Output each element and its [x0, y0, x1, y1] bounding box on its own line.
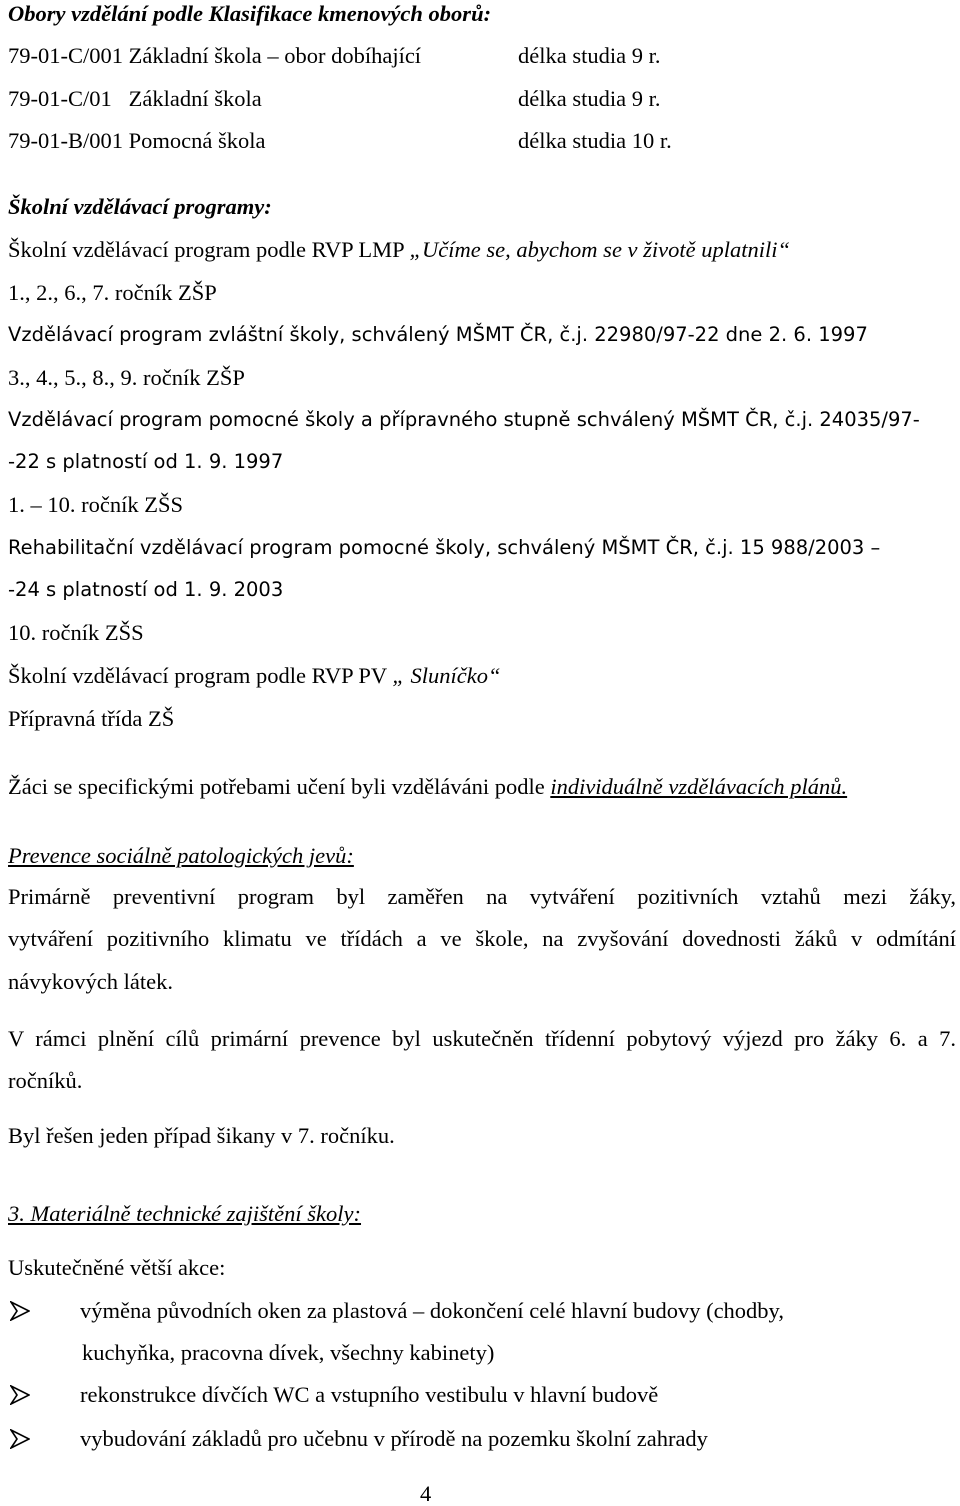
- program-1: [8, 239, 790, 262]
- arrowhead-bullet-icon: [10, 1429, 30, 1449]
- program-2-text: Vzdělávací program zvláštní školy, schválený MŠMT ČR, č.j. 22980/97-22 dne 2. 6. 1997: [8, 323, 868, 346]
- programy-heading: Školní vzdělávací programy:: [8, 194, 272, 219]
- program-5-title: „ Sluníčko“: [392, 663, 501, 688]
- material-intro: Uskutečněné větší akce:: [8, 1255, 226, 1280]
- obory-length: délka studia 9 r.: [518, 86, 661, 111]
- prevence-para2-last: ročníků.: [8, 1068, 83, 1093]
- obory-length: délka studia 10 r.: [518, 128, 672, 153]
- obory-code: 79-01-B/001 Pomocná škola: [8, 128, 266, 153]
- prevence-para1-line: vytváření pozitivního klimatu ve třídách a ve škole, na zvyšování dovednosti žáků v odmítání: [8, 926, 956, 951]
- program-5: [8, 665, 501, 688]
- program-3-line2: -22 s platností od 1. 9. 1997: [8, 450, 284, 473]
- arrowhead-bullet-icon: [10, 1385, 30, 1405]
- program-5-class: Přípravná třída ZŠ: [8, 706, 175, 731]
- material-item: vybudování základů pro učebnu v přírodě na pozemku školní zahrady: [80, 1426, 708, 1451]
- prevence-heading: Prevence sociálně patologických jevů:: [8, 843, 354, 868]
- iep-prefix: Žáci se specifickými potřebami učení byli vzděláváni podle: [8, 774, 551, 799]
- prevence-para1-line: Primárně preventivní program byl zaměřen na vytváření pozitivních vztahů mezi žáky,: [8, 884, 956, 909]
- iep-title: individuálně vzdělávacích plánů.: [550, 774, 848, 799]
- obory-length: délka studia 9 r.: [518, 43, 661, 68]
- iep-line: [8, 776, 847, 799]
- program-1-grades: 1., 2., 6., 7. ročník ZŠP: [8, 280, 217, 305]
- material-item: rekonstrukce dívčích WC a vstupního vestibulu v hlavní budově: [80, 1382, 659, 1407]
- program-4-line1: Rehabilitační vzdělávací program pomocné školy, schválený MŠMT ČR, č.j. 15 988/2003 –: [8, 536, 881, 559]
- program-3-line1: Vzdělávací program pomocné školy a přípravného stupně schválený MŠMT ČR, č.j. 24035/97-: [8, 408, 920, 431]
- material-heading: 3. Materiálně technické zajištění školy:: [8, 1201, 362, 1226]
- prevence-para2-line: V rámci plnění cílů primární prevence byl uskutečněn třídenní pobytový výjezd pro žáky 6. a 7.: [8, 1026, 956, 1051]
- prevence-para3: Byl řešen jeden případ šikany v 7. ročníku.: [8, 1123, 395, 1148]
- program-4-grades: 10. ročník ZŠS: [8, 620, 144, 645]
- program-1-title: „Učíme se, abychom se v životě uplatnili“: [409, 237, 791, 262]
- arrowhead-bullet-icon: [10, 1301, 30, 1321]
- program-3-grades: 1. – 10. ročník ZŠS: [8, 492, 184, 517]
- program-5-prefix: Školní vzdělávací program podle RVP PV: [8, 663, 393, 688]
- material-item: výměna původních oken za plastová – dokončení celé hlavní budovy (chodby,: [80, 1298, 784, 1323]
- program-4-line2: -24 s platností od 1. 9. 2003: [8, 578, 284, 601]
- page-number: 4: [420, 1481, 432, 1506]
- program-2-grades: 3., 4., 5., 8., 9. ročník ZŠP: [8, 365, 245, 390]
- obory-code: 79-01-C/01 Základní škola: [8, 86, 262, 111]
- material-item-cont: kuchyňka, pracovna dívek, všechny kabinety): [82, 1340, 495, 1365]
- prevence-para1-last: návykových látek.: [8, 969, 173, 994]
- obory-heading: Obory vzdělání podle Klasifikace kmenových oborů:: [8, 1, 492, 26]
- program-1-prefix: Školní vzdělávací program podle RVP LMP: [8, 237, 410, 262]
- obory-code: 79-01-C/001 Základní škola – obor dobíhající: [8, 43, 422, 68]
